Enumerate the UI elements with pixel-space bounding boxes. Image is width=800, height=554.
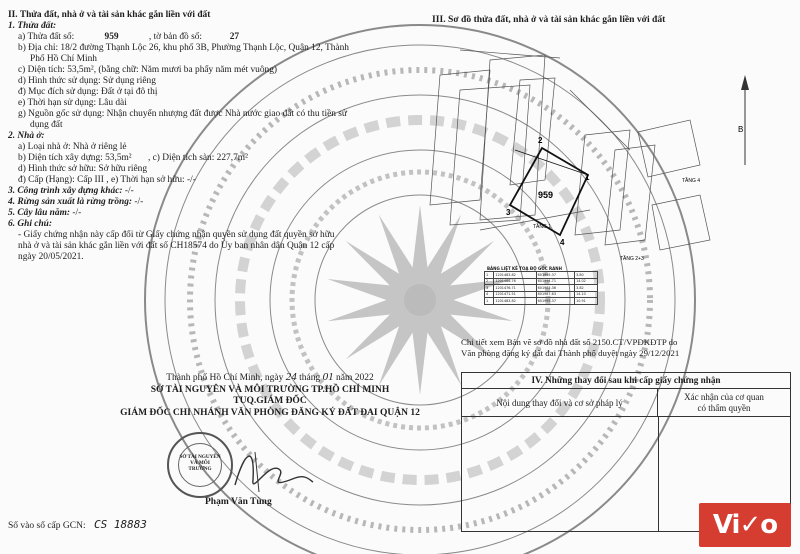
item3-row: 3. Công trình xây dựng khác: -/-	[8, 186, 134, 196]
house-ownership: d) Hình thức sở hữu: Sở hữu riêng	[18, 164, 148, 174]
house-type: a) Loại nhà ở: Nhà ở riêng lẻ	[18, 142, 127, 152]
signature-scribble-icon	[225, 440, 315, 500]
issuer-org: SỞ TÀI NGUYÊN VÀ MÔI TRƯỜNG TP.HỒ CHÍ MINH	[150, 384, 390, 395]
issuer-authority: TUQ.GIÁM ĐỐC	[233, 396, 307, 406]
section2-title: II. Thửa đất, nhà ở và tài sản khác gắn liền với đất	[8, 10, 211, 20]
land-address-cont: Phố Hồ Chí Minh	[30, 54, 97, 64]
signature-block	[90, 372, 450, 419]
house-title: 2. Nhà ở:	[8, 131, 45, 141]
serial-number: CS 18883	[93, 518, 147, 531]
coord-cell: 1201476.71	[494, 285, 536, 292]
coord-table-caption: BẢNG LIỆT KÊ TOẠ ĐỘ GÓC RANH	[487, 266, 562, 271]
coord-cell: 14.10	[575, 291, 598, 298]
coord-cell: 601994.71	[536, 278, 574, 285]
coord-cell: 1201483.82	[494, 298, 536, 305]
note-line-1: - Giấy chứng nhận này cấp đổi từ Giấy chứng nhận quyền sử dụng đất quyền sở hữu	[18, 230, 335, 240]
sheet-number: 27	[229, 32, 240, 42]
vico-logo: Vi✓o	[699, 503, 791, 547]
land-purpose: đ) Mục đích sử dụng: Đất ở tại đô thị	[18, 87, 158, 97]
land-usage-form: d) Hình thức sử dụng: Sử dụng riêng	[18, 76, 156, 86]
coord-cell: 4	[485, 291, 494, 298]
changes-col-content: Nội dung thay đổi và cơ sở pháp lý	[462, 389, 658, 417]
coord-table	[484, 271, 598, 305]
coord-cell: 3.82	[575, 285, 598, 292]
vertex-1: 1	[585, 173, 590, 182]
house-grade-row: đ) Cấp (Hạng): Cấp III , e) Thời hạn sở hữu: -/-	[18, 175, 196, 185]
coord-cell: 3.80	[575, 272, 598, 279]
land-term: e) Thời hạn sử dụng: Lâu dài	[18, 98, 127, 108]
north-arrow-icon	[738, 75, 749, 165]
coord-cell: 1	[485, 298, 494, 305]
coord-cell: 14.02	[575, 278, 598, 285]
site-plan-diagram	[420, 30, 790, 270]
note-line-3: ngày 20/05/2021.	[18, 252, 84, 262]
coord-cell: 10.91	[575, 298, 598, 305]
land-area: c) Diện tích: 53,5m², (bằng chữ: Năm mươi ba phẩy năm mét vuông)	[18, 65, 278, 75]
floor1-label: TẦNG 1	[533, 224, 552, 230]
item4-row: 4. Rừng sản xuất là rừng trồng: -/-	[8, 197, 144, 207]
vertex-4: 4	[560, 238, 565, 247]
land-parcel-row: a) Thửa đất số: 959 , tờ bản đồ số: 27	[8, 32, 418, 43]
land-origin: g) Nguồn gốc sử dụng: Nhận chuyển nhượng đất được Nhà nước giao đất có thu tiền sử	[18, 109, 348, 119]
house-area-row: b) Diện tích xây dựng: 53,5m² , c) Diện tích sàn: 227,7m²	[18, 153, 248, 163]
coord-cell: 601995.37	[536, 272, 574, 279]
changes-title: IV. Những thay đổi sau khi cấp giấy chứng nhận	[462, 373, 790, 389]
item5-row: 5. Cây lâu năm: -/-	[8, 208, 82, 218]
vertex-2: 2	[538, 136, 543, 145]
land-origin-cont: dụng đất	[30, 120, 63, 130]
parcel-number: 959	[104, 32, 119, 42]
floor23-label: TẦNG 2+3	[620, 256, 644, 262]
coord-cell: 2	[485, 278, 494, 285]
item6-title: 6. Ghi chú:	[8, 219, 53, 229]
coord-row	[485, 298, 598, 305]
section3-title: III. Sơ đồ thửa đất, nhà ở và tài sản khác gắn liền với đất	[432, 14, 666, 25]
coord-cell: 601985.36	[536, 285, 574, 292]
changes-col-confirm: Xác nhận của cơ quan có thẩm quyền	[658, 389, 790, 417]
serial-row: Số vào sổ cấp GCN: CS 18883	[8, 518, 147, 531]
vertex-3: 3	[506, 208, 511, 217]
coord-cell: 3	[485, 285, 494, 292]
coord-cell: 1	[485, 272, 494, 279]
land-info-section	[8, 10, 418, 263]
coord-cell: 1201486.76	[494, 278, 536, 285]
land-title: 1. Thửa đất:	[8, 21, 57, 31]
coord-cell: 1201483.82	[494, 272, 536, 279]
signer-name: Phạm Văn Tùng	[205, 497, 272, 507]
issue-date: Thành phố Hồ Chí Minh, ngày 24 tháng 01 năm 2022	[166, 371, 374, 383]
land-address: b) Địa chỉ: 18/2 đường Thạnh Lộc 26, khu phố 3B, Phường Thạnh Lộc, Quận 12, Thành	[18, 43, 349, 53]
floor4-label: TẦNG 4	[682, 178, 701, 184]
svg-text:B: B	[738, 125, 744, 134]
issuer-director: GIÁM ĐỐC CHI NHÁNH VĂN PHÒNG ĐĂNG KÝ ĐẤT ĐAI QUẬN 12	[120, 407, 420, 418]
coord-cell: 1201471.51	[494, 291, 536, 298]
coord-cell: 601995.37	[536, 298, 574, 305]
official-stamp-icon	[167, 432, 233, 498]
map-note: Chi tiết xem Bản vẽ sơ đồ nhà đất số 2150.CT/VPĐKĐTP do Văn phòng đăng ký đất đai Thành phố duyệt ngày 29/12/2021	[461, 337, 680, 358]
note-line-2: nhà ở và tài sản khác gắn liền với đất số CH18574 do Ủy ban nhân dân Quận 12 cấp	[18, 241, 335, 251]
stamp-text: SỞ TÀI NGUYÊN VÀ MÔI TRƯỜNG	[179, 454, 221, 472]
parcel-label: 959	[538, 190, 554, 200]
coord-cell: 601987.63	[536, 291, 574, 298]
